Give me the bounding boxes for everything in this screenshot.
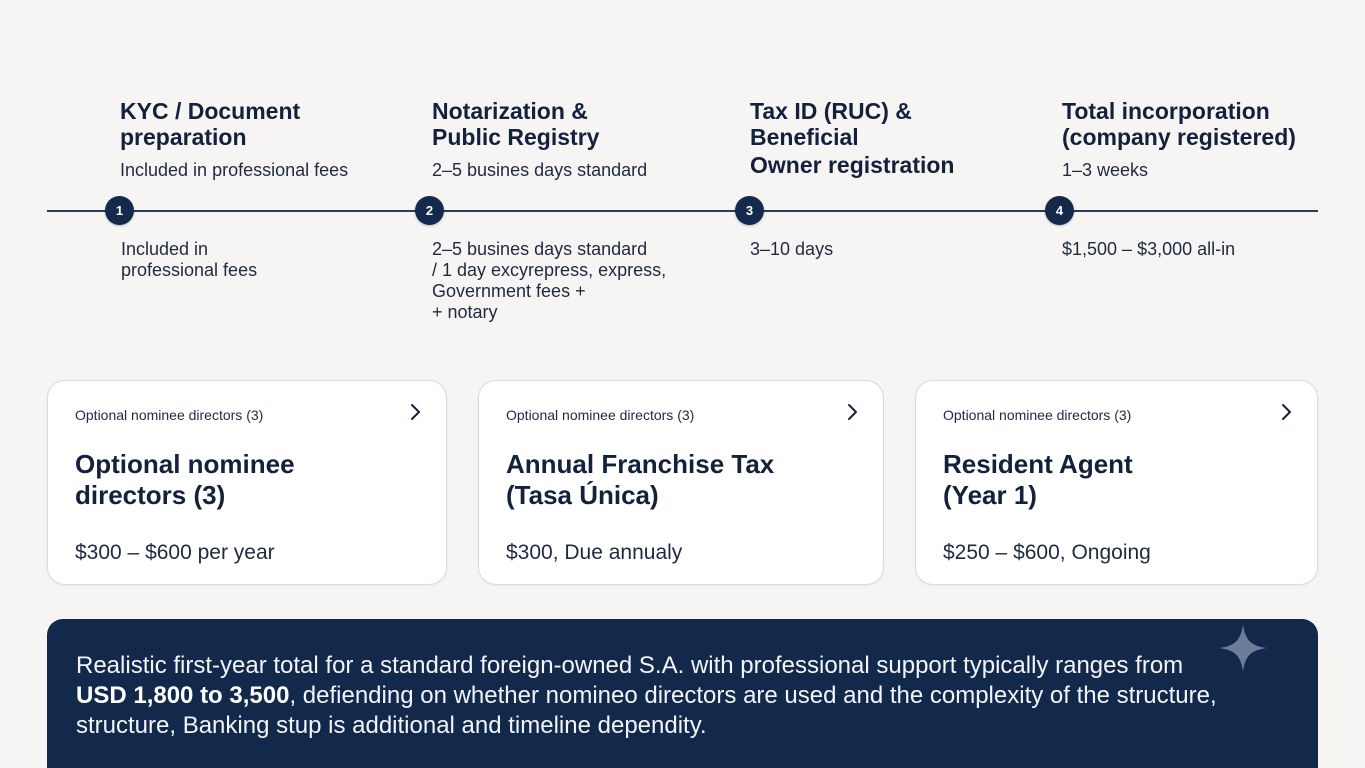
step-marker: 1: [105, 196, 134, 225]
cost-card-franchise-tax[interactable]: [478, 380, 884, 585]
card-price: $250 – $600, Ongoing: [943, 541, 1151, 564]
cost-card-nominee-directors[interactable]: [47, 380, 447, 585]
step-marker: 2: [415, 196, 444, 225]
step-title: Notarization & Public Registry: [432, 98, 600, 150]
chevron-right-icon[interactable]: [1279, 402, 1295, 422]
step-subtitle: Included in professional fees: [120, 160, 349, 180]
step-subtitle: 2–5 busines days standard: [432, 160, 648, 180]
step-detail: 3–10 days: [750, 239, 834, 259]
step-title: KYC / Document preparation: [120, 98, 301, 150]
step-detail: Included in professional fees: [121, 239, 258, 280]
summary-highlight: USD 1,800 to 3,500: [76, 682, 290, 709]
summary-text: Realistic first-year total for a standard foreign-owned S.A. with professional support typically ranges from USD 1,800 to 3,500, defiending on whether nomineo directors are used and the complexity of the structure, structure, Banking stup is additional and timeline dependity.: [76, 652, 1217, 739]
card-title: Optional nominee directors (3): [75, 449, 295, 510]
card-label: Optional nominee directors (3): [943, 407, 1132, 423]
cost-card-resident-agent[interactable]: [915, 380, 1318, 585]
chevron-right-icon[interactable]: [408, 402, 424, 422]
card-price: $300, Due annualy: [506, 541, 683, 564]
card-label: Optional nominee directors (3): [506, 407, 695, 423]
timeline-line: [47, 210, 1318, 212]
chevron-right-icon[interactable]: [845, 402, 861, 422]
card-label: Optional nominee directors (3): [75, 407, 264, 423]
card-price: $300 – $600 per year: [75, 541, 275, 564]
step-title: Total incorporation (company registered): [1062, 98, 1296, 150]
step-marker: 4: [1045, 196, 1074, 225]
step-marker: 3: [735, 196, 764, 225]
summary-banner: [47, 619, 1318, 768]
step-subtitle: 1–3 weeks: [1062, 160, 1149, 180]
step-detail: 2–5 busines days standard / 1 day excyrepress, express, Government fees + + notary: [432, 239, 667, 322]
card-title: Annual Franchise Tax (Tasa Única): [506, 449, 775, 510]
card-title: Resident Agent (Year 1): [943, 449, 1133, 510]
step-title: Tax ID (RUC) & Beneficial Owner registration: [750, 98, 955, 178]
step-detail: $1,500 – $3,000 all-in: [1062, 239, 1236, 259]
